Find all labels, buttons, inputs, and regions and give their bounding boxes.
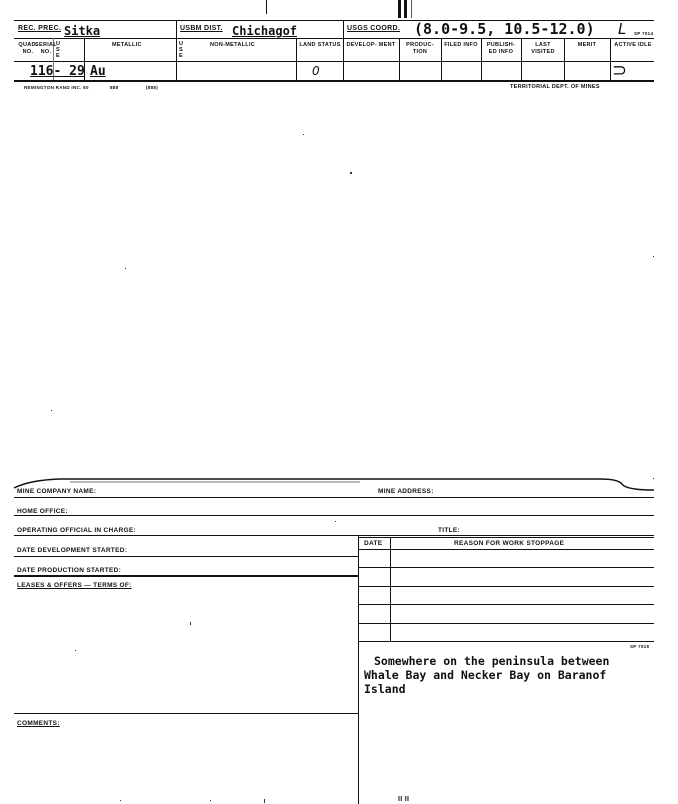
- column-divider: [399, 38, 400, 80]
- col-production: PRODUC- TION: [406, 42, 434, 55]
- col-active-idle: ACTIVE IDLE: [614, 42, 652, 48]
- date-header: DATE: [364, 540, 383, 547]
- operating-official-label: OPERATING OFFICIAL IN CHARGE:: [17, 527, 136, 534]
- title-label: TITLE:: [438, 527, 461, 534]
- form-line: [14, 535, 654, 536]
- home-office-label: HOME OFFICE:: [17, 508, 68, 515]
- comments-top-line: [14, 713, 358, 714]
- speck: [350, 172, 352, 174]
- column-divider: [610, 38, 611, 80]
- row-metallic: Au: [90, 64, 106, 79]
- col-non-metallic: NON-METALLIC: [210, 42, 256, 48]
- speck: [190, 622, 191, 625]
- code-label: 888: [110, 85, 119, 90]
- stoppage-header-line: [358, 537, 654, 538]
- col-land-status: LAND STATUS: [299, 42, 341, 48]
- speck: [653, 256, 654, 257]
- usbm-dist-value: Chichagof: [232, 24, 298, 38]
- department-label: TERRITORIAL DEPT. OF MINES: [510, 84, 600, 90]
- col-merit: MERIT: [577, 42, 597, 48]
- speck: [264, 799, 265, 803]
- column-divider: [521, 38, 522, 80]
- col-last-visited: LAST VISITED: [531, 42, 555, 55]
- center-divider: [358, 535, 359, 804]
- col-filed-info: FILED INFO: [444, 42, 478, 48]
- mine-address-label: MINE ADDRESS:: [378, 488, 434, 495]
- col-use-metallic: U S E: [56, 41, 61, 59]
- stoppage-row-line: [358, 586, 654, 587]
- column-divider: [176, 38, 177, 80]
- form-line: [14, 575, 358, 577]
- speck: [335, 521, 336, 522]
- column-divider: [481, 38, 482, 80]
- form-number-bottom: SP 7015: [630, 644, 650, 649]
- form-line: [14, 497, 654, 498]
- rec-prec-label: REC. PREC.: [18, 25, 62, 32]
- speck: [125, 268, 126, 269]
- data-row-bottom-line: [14, 80, 654, 82]
- corner-mark: L: [618, 20, 627, 38]
- leases-offers-label: LEASES & OFFERS — TERMS OF:: [17, 582, 132, 589]
- bottom-mark: II II: [398, 796, 410, 803]
- header-divider: [343, 20, 344, 38]
- stoppage-header-bottom: [358, 549, 654, 550]
- usbm-dist-label: USBM DIST.: [180, 25, 223, 32]
- header-divider-line: [14, 38, 654, 39]
- column-divider: [343, 38, 344, 80]
- row-active-idle-mark: ⊃: [612, 60, 628, 81]
- mine-company-name-label: MINE COMPANY NAME:: [17, 488, 97, 495]
- col-use-nonmetallic: U S E: [179, 41, 184, 59]
- speck: [210, 800, 211, 801]
- rec-prec-value: Sitka: [64, 24, 101, 38]
- column-divider: [564, 38, 565, 80]
- form-line: [14, 515, 654, 516]
- stoppage-row-line: [358, 641, 654, 642]
- top-bar-mark: [411, 0, 412, 18]
- speck: [120, 800, 121, 801]
- col-development: DEVELOP- MENT: [346, 42, 396, 48]
- top-bar-mark: [398, 0, 401, 18]
- row-land-status: 0: [312, 64, 320, 78]
- stoppage-row-line: [358, 623, 654, 624]
- speck: [75, 650, 76, 651]
- usgs-coord-value: (8.0-9.5, 10.5-12.0): [414, 20, 595, 38]
- reason-header: REASON FOR WORK STOPPAGE: [454, 540, 565, 547]
- top-bar-mark: [404, 0, 407, 18]
- col-published-info: PUBLISH- ED INFO: [486, 42, 516, 55]
- stoppage-row-line: [358, 567, 654, 568]
- card-top-curve: [0, 474, 678, 496]
- stoppage-row-line: [358, 604, 654, 605]
- column-divider: [296, 38, 297, 80]
- location-text: Somewhere on the peninsula between Whale Bay and Necker Bay on Baranof Island: [364, 654, 610, 696]
- stoppage-date-divider: [390, 537, 391, 641]
- row-quad-serial: 116- 29: [30, 64, 85, 79]
- code-label: (888): [146, 85, 159, 90]
- column-divider: [441, 38, 442, 80]
- col-serial-no: SERIAL NO.: [35, 42, 57, 55]
- date-development-label: DATE DEVELOPMENT STARTED:: [17, 547, 128, 554]
- col-quad-no: QUAD. NO.: [18, 42, 38, 55]
- form-line: [14, 556, 358, 557]
- comments-label: COMMENTS:: [17, 720, 60, 727]
- date-production-label: DATE PRODUCTION STARTED:: [17, 567, 122, 574]
- speck: [51, 410, 52, 411]
- col-metallic: METALLIC: [112, 42, 142, 48]
- printer-label: REMINGTON RAND INC. 50: [24, 85, 89, 90]
- form-number-top: SP 7014: [634, 31, 654, 36]
- header-divider: [176, 20, 177, 38]
- speck: [303, 134, 304, 135]
- top-tick-mark: [266, 0, 267, 14]
- column-header-bottom-line: [14, 61, 654, 62]
- usgs-coord-label: USGS COORD.: [347, 25, 401, 32]
